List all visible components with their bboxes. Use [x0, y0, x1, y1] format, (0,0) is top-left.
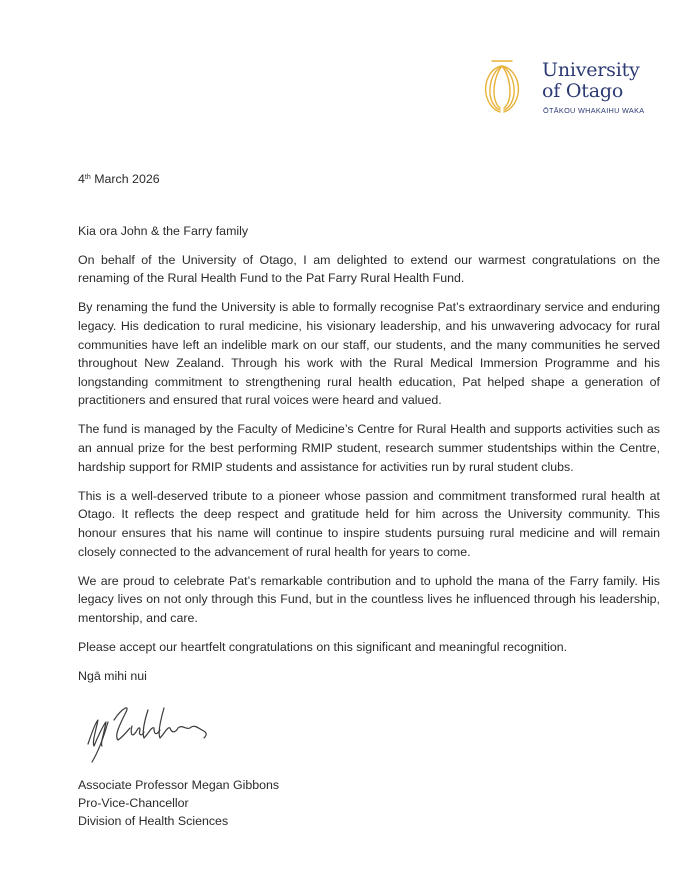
date-day: 4 [78, 172, 85, 186]
date-ordinal-suffix: th [84, 174, 91, 181]
date-month-year: March 2026 [90, 172, 160, 186]
institution-name-line1: University [542, 59, 640, 81]
signatory-block [78, 776, 660, 831]
closing-salutation: Ngā mihi nui [78, 668, 147, 683]
signatory-name: Associate Professor Megan Gibbons [78, 777, 280, 792]
university-logo [478, 56, 668, 116]
institution-name-line2: of Otago [542, 80, 624, 102]
university-crest-icon [478, 58, 534, 114]
institution-name [542, 60, 640, 102]
maori-name: ŌTĀKOU WHAKAIHU WAKA [543, 106, 645, 115]
signatory-title: Pro-Vice-Chancellor [78, 795, 189, 810]
paragraph-celebration: We are proud to celebrate Pat’s remarkable contribution and to uphold the mana of the Farry family. His legacy lives on not only through this Fund, but in the countless lives he influenced through his leadership, mentorship, and care. [78, 573, 660, 625]
paragraph-legacy: By renaming the fund the University is able to formally recognise Pat’s extraordinary service and enduring legacy. His dedication to rural medicine, his visionary leadership, and his unwavering advocacy for rural communities have left an indelible mark on our staff, our students, and the many communities he served throughout New Zealand. Through his work with the Rural Medical Immersion Programme and his longstanding commitment to strengthening rural health education, Pat helped shape a generation of practitioners and ensured that rural voices were heard and valued. [78, 300, 660, 408]
paragraph-fund-purpose: The fund is managed by the Faculty of Medicine’s Centre for Rural Health and supports activities such as an annual prize for the best performing RMIP student, research summer studentships within the Centre, hardship support for RMIP students and assistance for activities run by rural student clubs. [78, 422, 660, 474]
letter-date [78, 170, 660, 189]
handwritten-signature-icon [78, 700, 238, 766]
paragraph-congratulations: On behalf of the University of Otago, I am delighted to extend our warmest congratulations on the renaming of the Rural Health Fund to the Pat Farry Rural Health Fund. [78, 252, 660, 286]
letter-body [78, 170, 660, 831]
signatory-division: Division of Health Sciences [78, 814, 229, 829]
paragraph-tribute: This is a well-deserved tribute to a pioneer whose passion and commitment transformed rural health at Otago. It reflects the deep respect and gratitude held for him across the University community. This honour ensures that his name will continue to inspire students pursuing rural medicine and will remain closely connected to the advancement of rural health for years to come. [78, 488, 660, 559]
paragraph-closing-remark: Please accept our heartfelt congratulations on this significant and meaningful recognition. [78, 639, 568, 654]
greeting: Kia ora John & the Farry family [78, 223, 249, 238]
